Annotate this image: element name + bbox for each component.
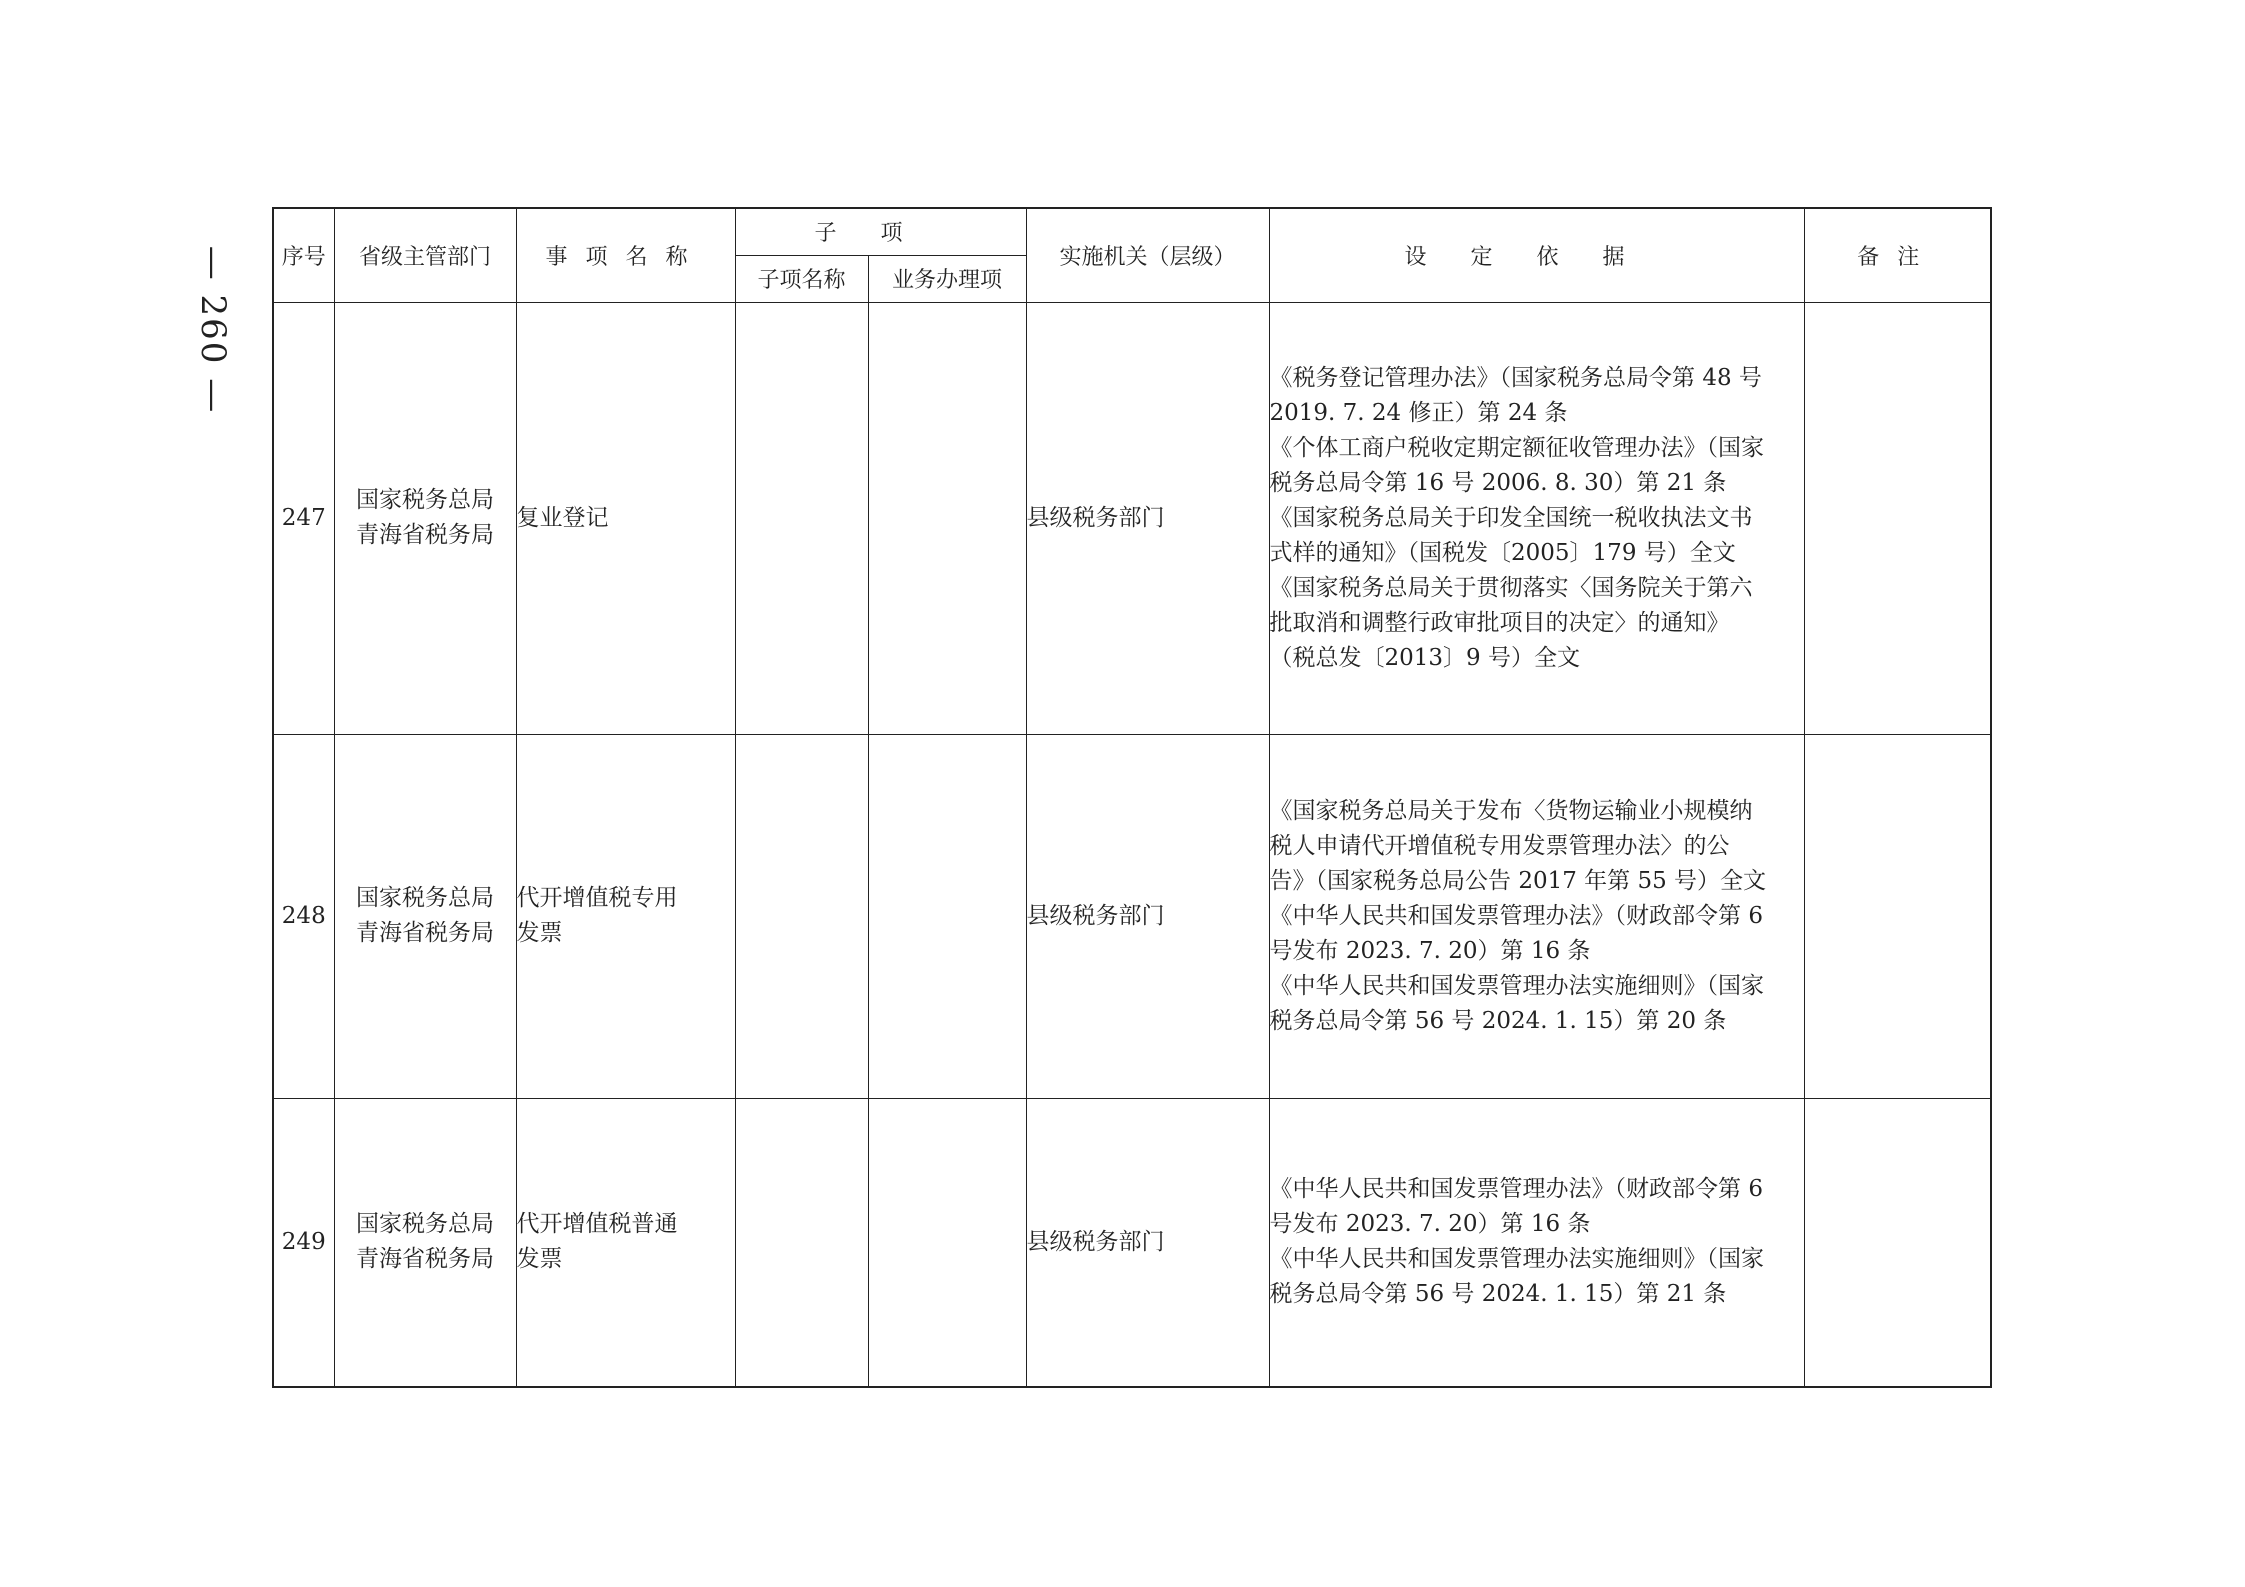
header-business-item: 业务办理项 [868,255,1026,302]
item-name-line: 发票 [516,1246,563,1273]
cell-org: 县级税务部门 [1026,1098,1269,1387]
basis-line: （税总发〔2013〕9 号）全文 [1269,644,1580,671]
basis-line: 告》（国家税务总局公告 2017 年第 55 号）全文 [1269,867,1767,894]
basis-line: 税务总局令第 56 号 2024. 1. 15）第 21 条 [1269,1281,1727,1308]
basis-line: 《国家税务总局关于发布〈货物运输业小规模纳 [1269,797,1753,824]
cell-basis [1269,1098,1804,1387]
item-name-line: 代开增值税普通 [516,1211,678,1238]
basis-line: 《税务登记管理办法》（国家税务总局令第 48 号 [1269,364,1762,391]
page-number-text: — 260 — [193,245,233,415]
table-row [273,302,1991,734]
header-seq: 序号 [273,208,334,302]
item-name-line: 发票 [516,920,563,946]
basis-line: 号发布 2023. 7. 20）第 16 条 [1269,937,1591,964]
basis-line: 号发布 2023. 7. 20）第 16 条 [1269,1211,1591,1238]
page-number [178,240,248,420]
basis-line: 《个体工商户税收定期定额征收管理办法》（国家 [1269,434,1765,461]
dept-line: 国家税务总局 [356,885,494,911]
dept-line: 青海省税务局 [356,1246,494,1273]
dept-line: 国家税务总局 [356,1211,494,1238]
header-sub-item: 子项 [735,208,1026,255]
basis-line: 税人申请代开增值税专用发票管理办法〉的公 [1269,832,1730,859]
basis-line: 《中华人民共和国发票管理办法实施细则》（国家 [1269,1246,1765,1273]
table-row [273,734,1991,1098]
cell-remark [1804,302,1991,734]
basis-line: 《国家税务总局关于贯彻落实〈国务院关于第六 [1269,574,1753,601]
basis-line: 《国家税务总局关于印发全国统一税收执法文书 [1269,504,1753,531]
item-table [272,207,1992,1388]
cell-remark [1804,734,1991,1098]
cell-dept [334,734,516,1098]
cell-seq: 248 [273,734,334,1098]
basis-line: 税务总局令第 56 号 2024. 1. 15）第 20 条 [1269,1007,1727,1034]
cell-seq: 247 [273,302,334,734]
dept-line: 青海省税务局 [356,920,494,946]
cell-item-name [516,734,735,1098]
basis-line: 2019. 7. 24 修正）第 24 条 [1269,399,1568,426]
cell-sub-item-name [735,1098,868,1387]
header-org: 实施机关（层级） [1026,208,1269,302]
cell-sub-item-name [735,734,868,1098]
cell-business-item [868,1098,1026,1387]
basis-line: 《中华人民共和国发票管理办法》（财政部令第 6 [1269,902,1763,929]
cell-item-name [516,1098,735,1387]
cell-org: 县级税务部门 [1026,734,1269,1098]
dept-line: 国家税务总局 [356,487,494,513]
cell-seq: 249 [273,1098,334,1387]
item-name-line: 复业登记 [516,504,609,531]
cell-business-item [868,734,1026,1098]
cell-business-item [868,302,1026,734]
cell-item-name [516,302,735,734]
cell-basis [1269,302,1804,734]
cell-sub-item-name [735,302,868,734]
cell-remark [1804,1098,1991,1387]
header-basis: 设定依据 [1269,208,1804,302]
basis-line: 《中华人民共和国发票管理办法实施细则》（国家 [1269,972,1765,999]
header-dept: 省级主管部门 [334,208,516,302]
basis-line: 税务总局令第 16 号 2006. 8. 30）第 21 条 [1269,469,1727,496]
cell-dept [334,1098,516,1387]
header-remark: 备注 [1804,208,1991,302]
cell-dept [334,302,516,734]
cell-basis [1269,734,1804,1098]
header-row [273,208,1991,255]
basis-line: 式样的通知》（国税发〔2005〕179 号）全文 [1269,539,1736,566]
header-sub-item-name: 子项名称 [735,255,868,302]
dept-line: 青海省税务局 [356,522,494,548]
basis-line: 《中华人民共和国发票管理办法》（财政部令第 6 [1269,1176,1763,1203]
table-row [273,1098,1991,1387]
basis-line: 批取消和调整行政审批项目的决定〉的通知》 [1269,609,1730,636]
cell-org: 县级税务部门 [1026,302,1269,734]
header-item-name: 事项名称 [516,208,735,302]
item-name-line: 代开增值税专用 [516,885,678,911]
